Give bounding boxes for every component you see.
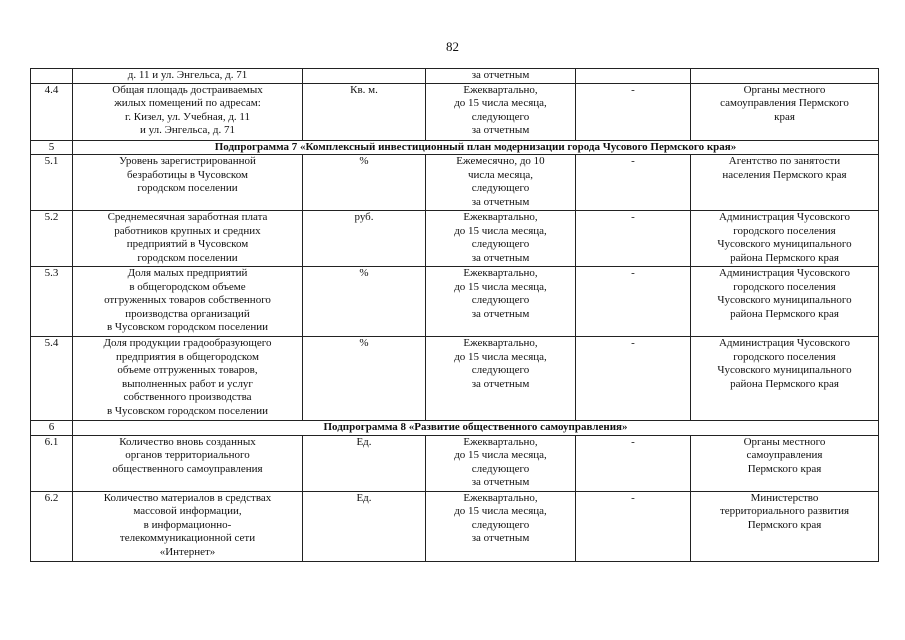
reporting-period: Ежемесячно, до 10 числа месяца, следующего за отчетным [426,155,576,211]
unit-of-measure: % [303,267,426,337]
unit-of-measure: Ед. [303,435,426,491]
reporting-period: Ежеквартально, до 15 числа месяца, следующего за отчетным [426,267,576,337]
unit-of-measure [303,69,426,84]
row-number: 5.4 [31,337,73,421]
responsible-organization: Администрация Чусовского городского поселения Чусовского муниципального района Пермского края [691,337,879,421]
reporting-period: за отчетным [426,69,576,84]
section-row [31,140,879,155]
table-row [31,155,879,211]
responsible-organization: Органы местного самоуправления Пермского края [691,435,879,491]
reporting-period: Ежеквартально, до 15 числа месяца, следующего за отчетным [426,211,576,267]
unit-of-measure: руб. [303,211,426,267]
indicator-value [576,69,691,84]
row-number [31,69,73,84]
table-row [31,211,879,267]
indicator-name: д. 11 и ул. Энгельса, д. 71 [73,69,303,84]
responsible-organization: Министерство территориального развития Пермского края [691,491,879,561]
table-row [31,267,879,337]
responsible-organization: Органы местного самоуправления Пермского края [691,83,879,140]
indicator-value: - [576,337,691,421]
reporting-period: Ежеквартально, до 15 числа месяца, следующего за отчетным [426,83,576,140]
indicator-name: Общая площадь достраиваемых жилых помещений по адресам: г. Кизел, ул. Учебная, д. 11 и ул. Энгельса, д. 71 [73,83,303,140]
section-title: Подпрограмма 8 «Развитие общественного самоуправления» [73,421,879,436]
row-number: 6.2 [31,491,73,561]
row-number: 5.3 [31,267,73,337]
responsible-organization: Администрация Чусовского городского поселения Чусовского муниципального района Пермского края [691,211,879,267]
row-number: 5.1 [31,155,73,211]
indicator-value: - [576,435,691,491]
indicator-value: - [576,491,691,561]
unit-of-measure: % [303,155,426,211]
row-number: 4.4 [31,83,73,140]
indicator-value: - [576,267,691,337]
reporting-period: Ежеквартально, до 15 числа месяца, следующего за отчетным [426,337,576,421]
responsible-organization [691,69,879,84]
indicators-table [30,68,879,562]
reporting-period: Ежеквартально, до 15 числа месяца, следующего за отчетным [426,435,576,491]
row-number: 5.2 [31,211,73,267]
section-title: Подпрограмма 7 «Комплексный инвестиционный план модернизации города Чусового Пермского края» [73,140,879,155]
section-number: 6 [31,421,73,436]
indicator-value: - [576,155,691,211]
unit-of-measure: Кв. м. [303,83,426,140]
indicator-name: Среднемесячная заработная плата работников крупных и средних предприятий в Чусовском городском поселении [73,211,303,267]
section-row [31,421,879,436]
table-row [31,83,879,140]
indicator-name: Количество материалов в средствах массовой информации, в информационно- телекоммуникационной сети «Интернет» [73,491,303,561]
responsible-organization: Агентство по занятости населения Пермского края [691,155,879,211]
reporting-period: Ежеквартально, до 15 числа месяца, следующего за отчетным [426,491,576,561]
indicator-name: Доля продукции градообразующего предприятия в общегородском объеме отгруженных товаров, выполненных работ и услуг собственного производства в Чусовском городском поселении [73,337,303,421]
table-row [31,491,879,561]
indicator-value: - [576,211,691,267]
indicator-name: Количество вновь созданных органов территориального общественного самоуправления [73,435,303,491]
indicator-value: - [576,83,691,140]
row-number: 6.1 [31,435,73,491]
table-row [31,337,879,421]
unit-of-measure: Ед. [303,491,426,561]
table-row [31,69,879,84]
page-number: 82 [446,39,459,54]
unit-of-measure: % [303,337,426,421]
section-number: 5 [31,140,73,155]
indicator-name: Уровень зарегистрированной безработицы в Чусовском городском поселении [73,155,303,211]
indicator-name: Доля малых предприятий в общегородском объеме отгруженных товаров собственного производства организаций в Чусовском городском поселении [73,267,303,337]
table-row [31,435,879,491]
responsible-organization: Администрация Чусовского городского поселения Чусовского муниципального района Пермского края [691,267,879,337]
